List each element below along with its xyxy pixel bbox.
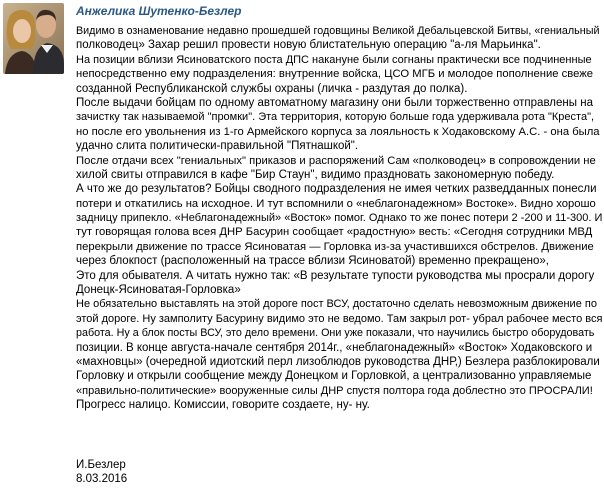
author-name-link[interactable]: Анжелика Шутенко-Безлер	[76, 4, 242, 18]
post-text-line: Горловку и открыли сообщение между Донецком и Горловкой, а централизованно управляемые	[76, 370, 592, 383]
post-text-line: На позиции вблизи Ясиноватского поста ДПС накануне были согнаны практически все подчиненные	[76, 53, 592, 66]
post-text-line: Это для обывателя. А читать нужно так: «В результате тупости руководства мы просрали дорогу	[76, 269, 595, 282]
post-text-line: зачистку так называемой "промки". Эта территория, которую больше года удерживала рота "Креста",	[76, 111, 595, 124]
post-text-line: непосредственно ему подразделения: внутренние войска, ЦСО МГБ и молодое пополнение свеже	[76, 68, 594, 81]
post-text-line: Донецк-Ясиноватая-Горловка»	[76, 284, 241, 297]
post-text-line: Прогресс налицо. Комиссии, говорите создаете, ну- ну.	[76, 399, 370, 412]
post-text-line: Видимо в ознаменование недавно прошедшей годовщины Великой Дебальцевской Битвы, «гениальный	[76, 25, 600, 37]
post-text-line: перекрыли движение по трассе Ясиноватая — Горловка из-за участившихся обстрелов. Движение	[76, 240, 594, 253]
post-text-line: После отдачи всех "гениальных" приказов и распоряжений Сам «полководец» в сопровождении не	[76, 154, 596, 167]
post-text-line: После выдачи бойцам по одному автоматному магазину они были торжественно отправлены на	[76, 96, 593, 109]
signature-name: И.Безлер	[76, 459, 126, 471]
post-text-line: полководец» Захар решил провести новую блистательную операцию "а-ля Марьинка".	[76, 39, 541, 52]
post-text-line: хилой свиты отправился в кафе "Бир Стаун", видимо праздновать закономерную победу.	[76, 168, 555, 181]
post-text-line: но после его увольнения из 1-го Армейского корпуса за лояльность к Ходаковскому А.С. - она была	[76, 125, 600, 138]
post-text	[76, 24, 602, 413]
post-text-line: «махновцы» (очередной идиотский перл лизоблюдов руководства ДНР,) Безлера разблокировали	[76, 355, 600, 368]
post-text-line: созданной Республиканской службы охраны (личка - раздутая до полка).	[76, 82, 468, 95]
post-text-line: этой дороге. Ну замполиту Басурину видимо это не ведомо. Там закрыл рот- убрал рабочее место вся	[76, 312, 603, 325]
avatar-photo	[3, 3, 64, 74]
signature-date: 8.03.2016	[76, 473, 128, 485]
post-text-line: «правильно-политические» вооруженные силы ДНР спустя полтора года доблестно это ПРОСРАЛИ!	[76, 384, 593, 397]
post-text-line: удачно слита политически-правильной "Пятнашкой".	[76, 140, 359, 153]
author-avatar[interactable]	[3, 3, 64, 74]
post-text-line: потери и откатились на исходное. И тут вспомнили о «неблагонадежном» Востоке». Видно хорошо	[76, 197, 596, 210]
post-text-line: Не обязательно выставлять на этой дороге пост ВСУ, достаточно сделать невозможным движение по	[76, 298, 597, 311]
post-text-line: работа. Ну а блок посты ВСУ, это дело времени. Они уже показали, что научились быстро оборудовать	[76, 327, 595, 340]
post-text-line: задницу припекло. «Неблагонадежный» «Восток» помог. Однако то же понес потери 2 -200 и 11-300. И	[76, 212, 603, 225]
post-text-line: через блокпост (расположенный на трассе вблизи Ясиноватой) временно прекращено»,	[76, 255, 549, 268]
post-text-line: позиции. В конце августа-начале сентября 2014г., «неблагонадежный» «Восток» Ходаковского и	[76, 341, 593, 354]
post-text-line: тут говорящая голова всея ДНР Басурин сообщает «радостную» весть: «Сегодня сотрудники МВД	[76, 226, 593, 239]
post-text-line: А что же до результатов? Бойцы сводного подразделения не имея четких разведданных понесли	[76, 183, 597, 196]
post-signature	[76, 458, 127, 486]
